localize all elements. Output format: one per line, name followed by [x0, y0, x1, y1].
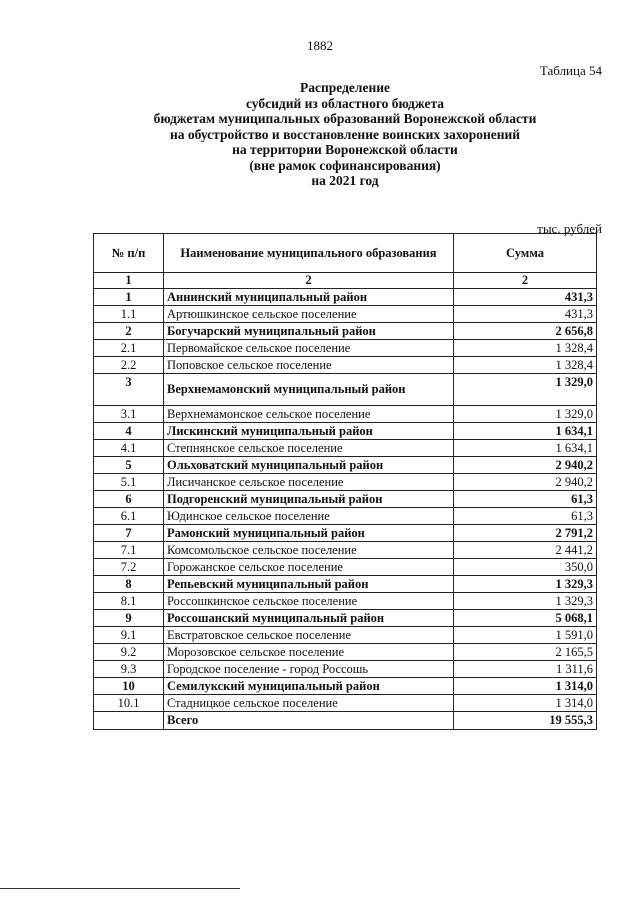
cell-name: Рамонский муниципальный район [164, 525, 454, 542]
cell-num: 7.1 [94, 542, 164, 559]
document-title [90, 80, 600, 189]
cell-sum: 1 634,1 [454, 423, 597, 440]
cell-sum: 1 311,6 [454, 661, 597, 678]
cell-name: Артюшкинское сельское поселение [164, 306, 454, 323]
cell-name: Городское поселение - город Россошь [164, 661, 454, 678]
settlement-row [94, 440, 597, 457]
header-num: № п/п [94, 234, 164, 273]
cell-name: Россошанский муниципальный район [164, 610, 454, 627]
cell-num: 9.2 [94, 644, 164, 661]
cell-name: Стадницкое сельское поселение [164, 695, 454, 712]
cell-num: 3.1 [94, 406, 164, 423]
district-row [94, 610, 597, 627]
cell-sum: 1 329,0 [454, 406, 597, 423]
cell-num: 1.1 [94, 306, 164, 323]
cell-sum: 61,3 [454, 508, 597, 525]
settlement-row [94, 306, 597, 323]
title-line: на обустройство и восстановление воинских захоронений [169, 126, 521, 142]
cell-num: 9 [94, 610, 164, 627]
footer-divider [0, 888, 240, 889]
column-number: 2 [454, 273, 597, 289]
cell-num: 8 [94, 576, 164, 593]
cell-sum: 1 591,0 [454, 627, 597, 644]
settlement-row [94, 508, 597, 525]
cell-num: 3 [94, 374, 164, 406]
cell-sum: 1 329,3 [454, 576, 597, 593]
cell-name: Подгоренский муниципальный район [164, 491, 454, 508]
total-sum: 19 555,3 [454, 712, 597, 730]
cell-sum: 1 328,4 [454, 340, 597, 357]
district-row [94, 374, 597, 406]
settlement-row [94, 340, 597, 357]
cell-sum: 2 791,2 [454, 525, 597, 542]
title-line: субсидий из областного бюджета [245, 95, 445, 111]
cell-name: Ольховатский муниципальный район [164, 457, 454, 474]
cell-name: Лисичанское сельское поселение [164, 474, 454, 491]
column-numbers-row [94, 273, 597, 289]
cell-num: 2 [94, 323, 164, 340]
cell-num: 4.1 [94, 440, 164, 457]
cell-sum: 431,3 [454, 289, 597, 306]
cell-name: Горожанское сельское поселение [164, 559, 454, 576]
cell-sum: 1 329,0 [454, 374, 597, 406]
cell-num: 5.1 [94, 474, 164, 491]
settlement-row [94, 559, 597, 576]
cell-name: Богучарский муниципальный район [164, 323, 454, 340]
cell-name: Морозовское сельское поселение [164, 644, 454, 661]
cell-name: Семилукский муниципальный район [164, 678, 454, 695]
title-line: Распределение [299, 80, 391, 95]
cell-name: Юдинское сельское поселение [164, 508, 454, 525]
cell-num: 8.1 [94, 593, 164, 610]
cell-sum: 1 634,1 [454, 440, 597, 457]
table-label: Таблица 54 [539, 63, 602, 78]
cell-sum: 2 165,5 [454, 644, 597, 661]
district-row [94, 525, 597, 542]
cell-sum: 2 940,2 [454, 474, 597, 491]
settlement-row [94, 357, 597, 374]
column-number: 1 [94, 273, 164, 289]
cell-name: Первомайское сельское поселение [164, 340, 454, 357]
cell-num: 10.1 [94, 695, 164, 712]
header-sum: Сумма [454, 234, 597, 273]
cell-sum: 350,0 [454, 559, 597, 576]
cell-num: 6.1 [94, 508, 164, 525]
cell-num: 2.1 [94, 340, 164, 357]
settlement-row [94, 474, 597, 491]
cell-name: Аннинский муниципальный район [164, 289, 454, 306]
cell-name: Поповское сельское поселение [164, 357, 454, 374]
cell-name: Лискинский муниципальный район [164, 423, 454, 440]
cell-sum: 61,3 [454, 491, 597, 508]
settlement-row [94, 695, 597, 712]
cell-num: 7 [94, 525, 164, 542]
page-number: 1882 [307, 38, 333, 53]
cell-sum: 1 328,4 [454, 357, 597, 374]
total-row [94, 712, 597, 730]
cell-name: Комсомольское сельское поселение [164, 542, 454, 559]
cell-num: 9.1 [94, 627, 164, 644]
cell-num: 4 [94, 423, 164, 440]
header-name: Наименование муниципального образования [164, 234, 454, 273]
cell-name: Россошкинское сельское поселение [164, 593, 454, 610]
district-row [94, 323, 597, 340]
cell-num: 1 [94, 289, 164, 306]
units-label: тыс. рублей [537, 221, 602, 236]
cell-num: 5 [94, 457, 164, 474]
cell-sum: 2 441,2 [454, 542, 597, 559]
settlement-row [94, 593, 597, 610]
district-row [94, 457, 597, 474]
cell-num: 10 [94, 678, 164, 695]
cell-num: 9.3 [94, 661, 164, 678]
title-line: на территории Воронежской области [232, 142, 458, 157]
total-label: Всего [164, 712, 454, 730]
settlement-row [94, 542, 597, 559]
cell-sum: 5 068,1 [454, 610, 597, 627]
settlement-row [94, 644, 597, 661]
cell-num: 2.2 [94, 357, 164, 374]
header-row [94, 234, 597, 273]
cell-name: Верхнемамонское сельское поселение [164, 406, 454, 423]
cell-sum: 2 656,8 [454, 323, 597, 340]
title-line: на 2021 год [311, 173, 379, 188]
column-number: 2 [164, 273, 454, 289]
cell-empty [94, 712, 164, 730]
settlement-row [94, 627, 597, 644]
district-row [94, 289, 597, 306]
cell-name: Степнянское сельское поселение [164, 440, 454, 457]
district-row [94, 423, 597, 440]
cell-sum: 431,3 [454, 306, 597, 323]
title-line: бюджетам муниципальных образований Воронежской области [153, 111, 537, 126]
cell-name: Евстратовское сельское поселение [164, 627, 454, 644]
cell-sum: 1 314,0 [454, 678, 597, 695]
cell-num: 7.2 [94, 559, 164, 576]
cell-sum: 2 940,2 [454, 457, 597, 474]
cell-sum: 1 314,0 [454, 695, 597, 712]
cell-sum: 1 329,3 [454, 593, 597, 610]
subsidy-table [93, 233, 597, 730]
cell-name: Репьевский муниципальный район [164, 576, 454, 593]
title-line: (вне рамок софинансирования) [249, 157, 441, 173]
district-row [94, 678, 597, 695]
settlement-row [94, 661, 597, 678]
cell-num: 6 [94, 491, 164, 508]
cell-name: Верхнемамонский муниципальный район [164, 374, 454, 406]
district-row [94, 491, 597, 508]
settlement-row [94, 406, 597, 423]
district-row [94, 576, 597, 593]
